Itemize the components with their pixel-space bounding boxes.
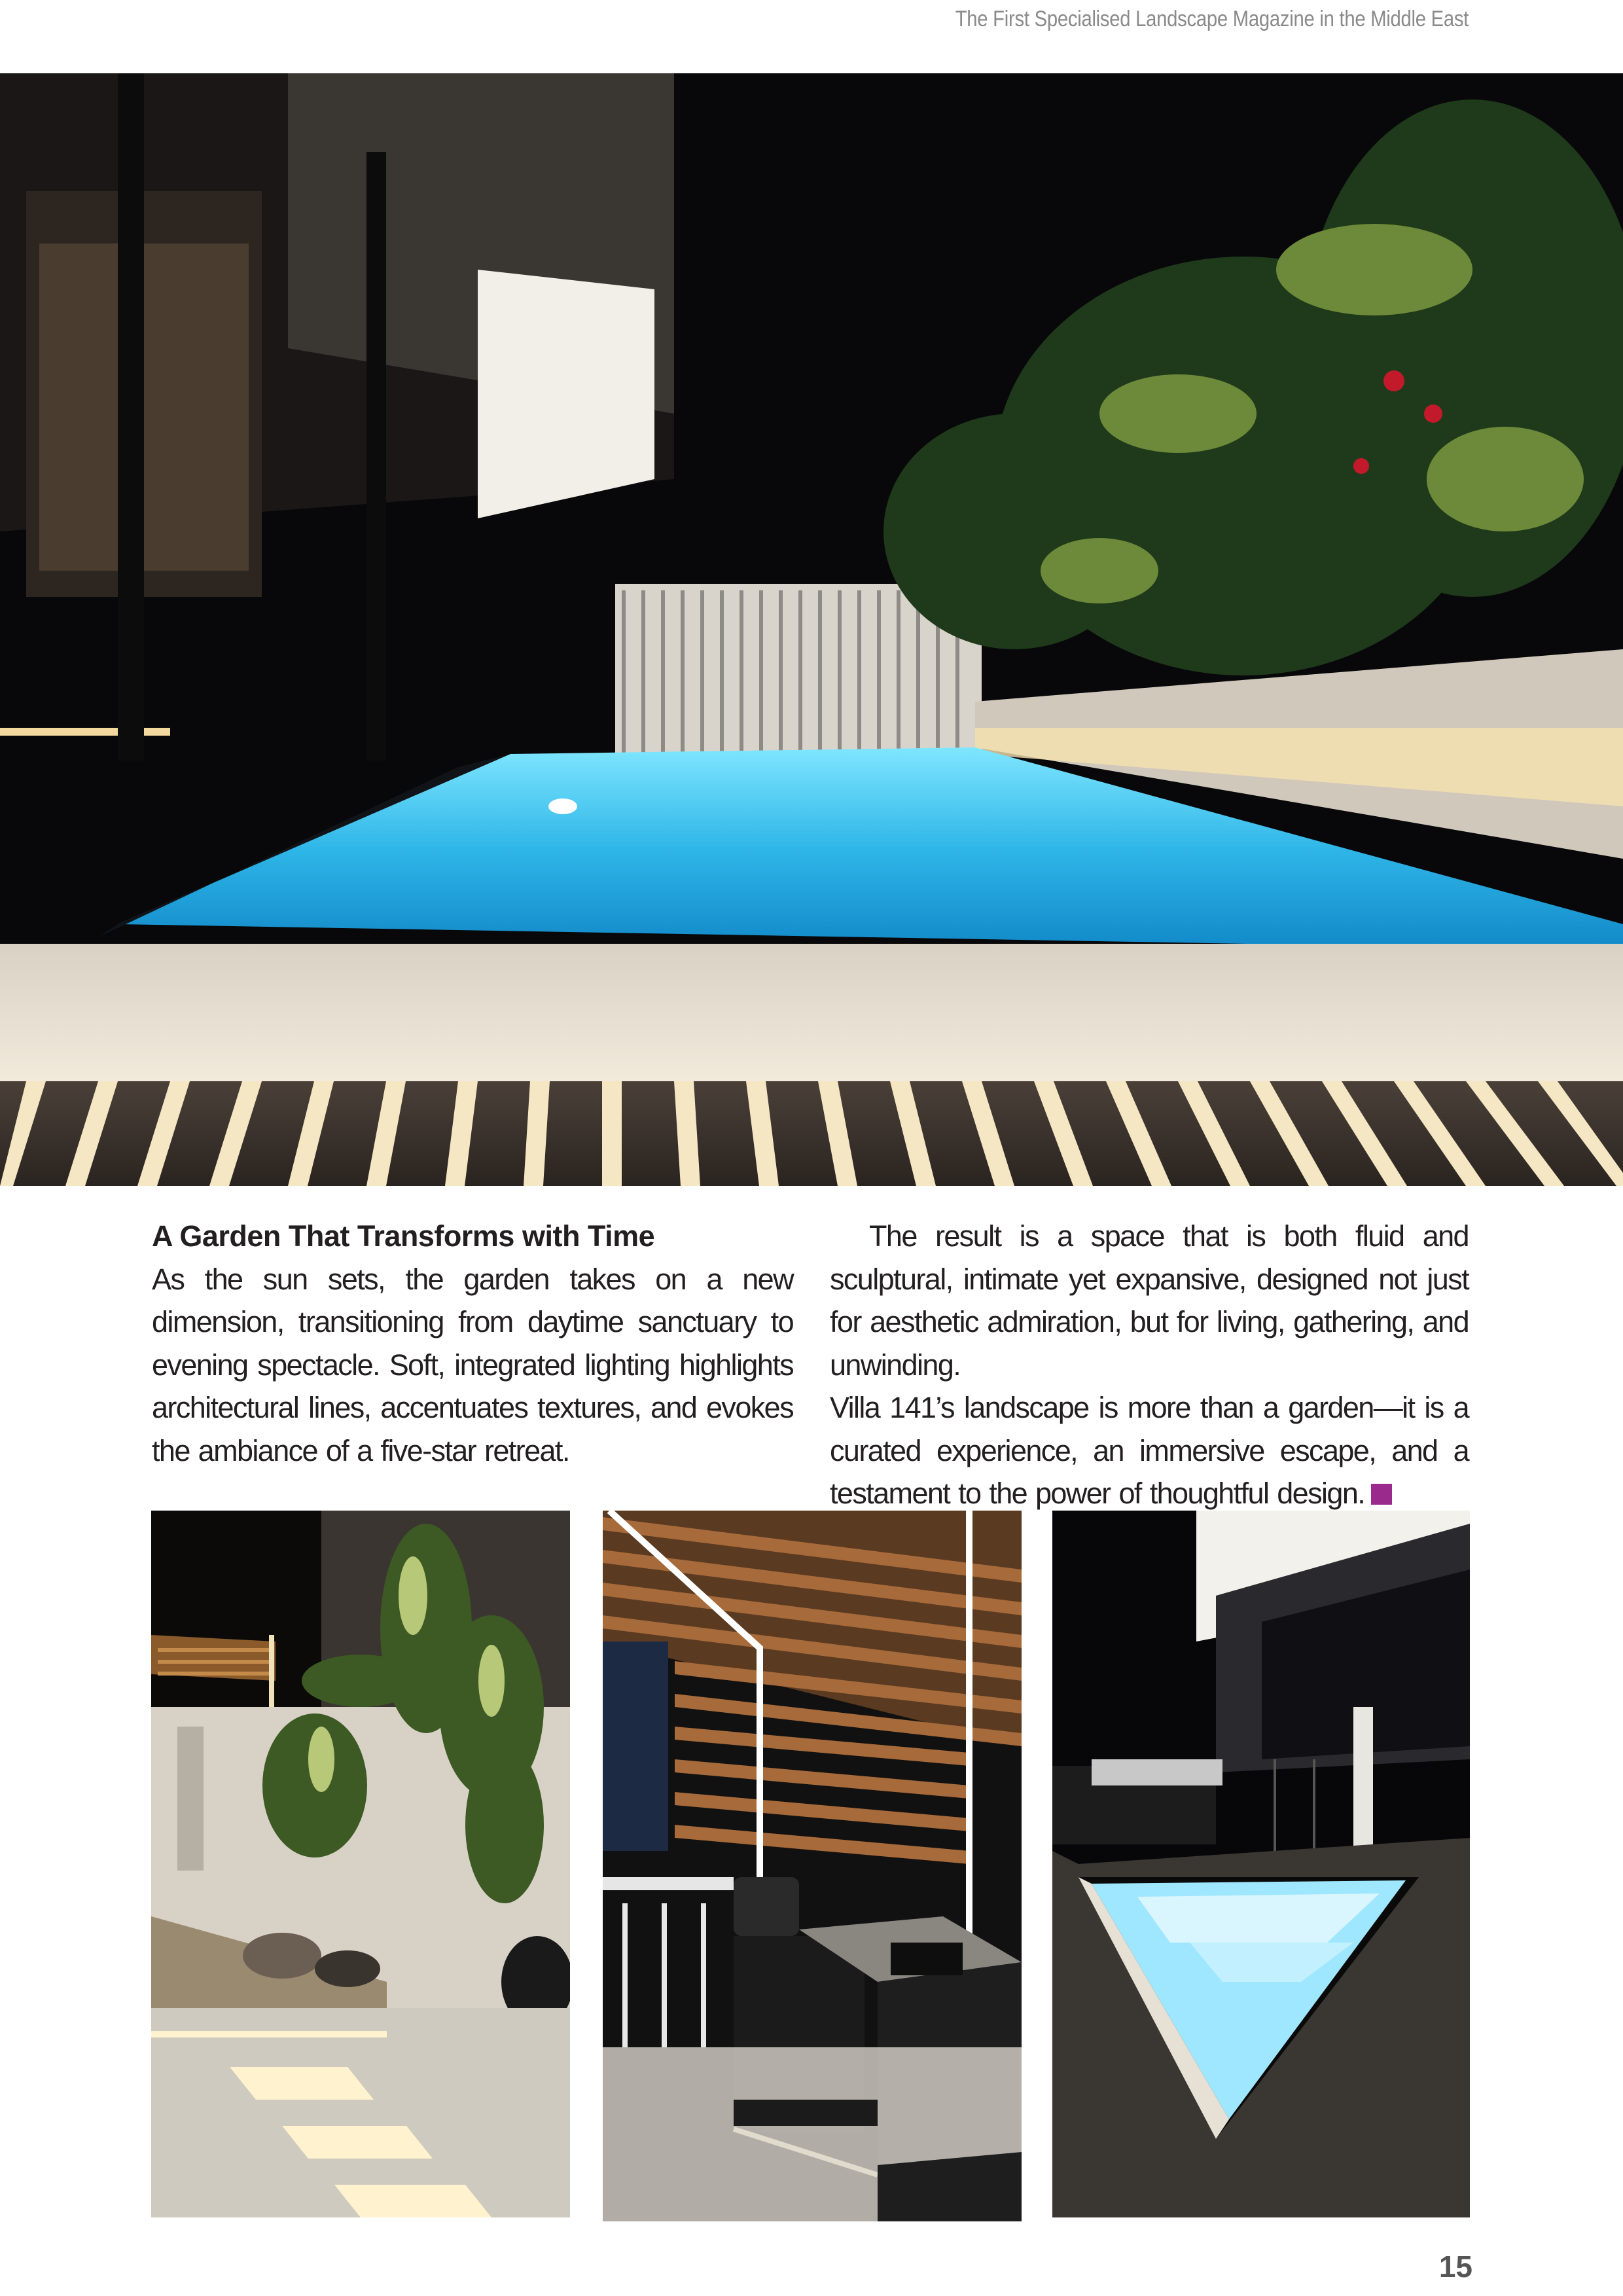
page-number: 15 <box>1438 2250 1472 2284</box>
photo-outdoor-kitchen <box>603 1511 1022 2221</box>
hero-image <box>0 73 1623 1186</box>
article-paragraph: As the sun sets, the garden takes on a new dimension, transitioning from daytime sanctuary to evening spectacle. Soft, integrated lighting highlights architectural lines, accentuates textures, and evokes the ambiance of a five-star retreat. <box>152 1262 793 1467</box>
article-paragraph-closing <box>830 1386 1469 1515</box>
photo-pool-steps <box>1052 1511 1470 2217</box>
magazine-tagline: The First Specialised Landscape Magazine in the Middle East <box>955 7 1469 31</box>
closing-text: Villa 141’s landscape is more than a garden—it is a curated experience, an immersive escape, and a testament to the power of thoughtful design. <box>830 1391 1469 1510</box>
article-paragraph: The result is a space that is both fluid and sculptural, intimate yet expansive, designed not just for aesthetic admiration, but for living, gathering, and unwinding. <box>830 1219 1469 1382</box>
article-column-left <box>152 1215 793 1472</box>
article-heading: A Garden That Transforms with Time <box>152 1219 655 1253</box>
photo-planting-bed <box>151 1511 570 2217</box>
end-of-article-mark <box>1371 1484 1392 1505</box>
article-column-right <box>830 1215 1469 1515</box>
